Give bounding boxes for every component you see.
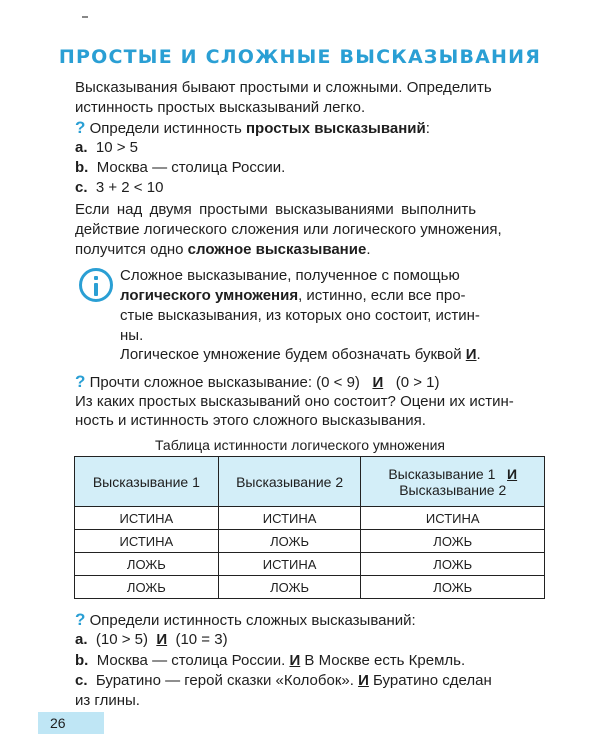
table-cell: ЛОЖЬ — [218, 576, 361, 599]
q1-item-a — [75, 138, 138, 158]
para2-line-2: действие логического сложения или логического умножения, — [75, 221, 502, 238]
question-mark-icon: ? — [75, 372, 86, 391]
item-b-right: В Москве есть Кремль. — [304, 652, 466, 669]
info-note-prefix: Логическое умножение будем обозначать буквой — [120, 346, 466, 363]
q3-item-c — [75, 671, 492, 691]
table-header-col3 — [361, 457, 545, 507]
page-title: ПРОСТЫЕ И СЛОЖНЫЕ ВЫСКАЗЫВАНИЯ — [58, 46, 542, 68]
question-2 — [75, 372, 440, 393]
table-cell: ИСТИНА — [75, 530, 219, 553]
table-cell: ИСТИНА — [218, 553, 361, 576]
item-label: b. — [75, 652, 89, 669]
page-number: 26 — [38, 712, 104, 734]
q1-item-c — [75, 178, 163, 198]
item-b-left: Москва — столица России. — [96, 652, 286, 669]
question-mark-icon: ? — [75, 610, 86, 629]
table-cell: ЛОЖЬ — [218, 530, 361, 553]
q3-item-b — [75, 651, 465, 671]
table-caption: Таблица истинности логического умножения — [155, 437, 445, 453]
truth-table — [74, 456, 545, 599]
info-note — [120, 345, 481, 365]
info-line-2-bold: логического умножения — [120, 287, 299, 304]
item-a-left: (10 > 5) — [95, 631, 148, 648]
question-mark-icon: ? — [75, 118, 86, 137]
item-label: c. — [75, 179, 88, 196]
table-header-col1: Высказывание 1 — [75, 457, 219, 507]
info-icon — [79, 268, 113, 302]
header-col3-bottom: Высказывание 2 — [399, 481, 507, 498]
info-line-1: Сложное высказывание, полученное с помощью — [120, 267, 460, 284]
para2-line-3-suffix: . — [366, 241, 371, 258]
question-1-prefix: Определи истинность — [89, 120, 246, 137]
table-header-col2: Высказывание 2 — [218, 457, 361, 507]
table-cell: ИСТИНА — [361, 507, 545, 530]
info-line-2-rest: , истинно, если все про- — [298, 287, 466, 304]
and-operator: И — [507, 465, 518, 482]
item-text: 3 + 2 < 10 — [95, 179, 164, 196]
question-1-bold: простых высказываний — [246, 120, 426, 137]
para2-line-3-prefix: получится одно — [75, 241, 188, 258]
info-note-suffix: . — [476, 346, 481, 363]
info-line-2 — [120, 286, 466, 306]
item-c-right: Буратино сделан — [373, 672, 492, 689]
info-line-3: стые высказывания, из которых оно состоит, истин- — [120, 307, 480, 324]
and-operator: И — [358, 672, 369, 689]
table-cell: ИСТИНА — [75, 507, 219, 530]
question-2-line-3: ность и истинность этого сложного высказывания. — [75, 412, 426, 429]
top-mark — [82, 16, 88, 18]
q3-item-a — [75, 630, 228, 650]
table-row — [75, 553, 545, 576]
item-label: c. — [75, 672, 88, 689]
table-cell: ЛОЖЬ — [361, 530, 545, 553]
table-cell: ЛОЖЬ — [361, 553, 545, 576]
question-2-prefix: Прочти сложное высказывание: (0 < 9) — [89, 374, 360, 391]
question-2-suffix: (0 > 1) — [395, 374, 440, 391]
item-label: b. — [75, 159, 89, 176]
question-1 — [75, 118, 430, 139]
intro-line-2: истинность простых высказываний легко. — [75, 99, 366, 116]
and-operator: И — [289, 652, 301, 669]
para2-line-3 — [75, 240, 370, 260]
q3-item-c-line-2: из глины. — [75, 692, 140, 709]
question-3-intro: Определи истинность сложных высказываний: — [89, 612, 416, 629]
table-row — [75, 576, 545, 599]
info-line-4: ны. — [120, 327, 144, 344]
item-label: a. — [75, 631, 88, 648]
item-label: a. — [75, 139, 88, 156]
and-operator: И — [372, 374, 384, 391]
item-c-left: Буратино — герой сказки «Колобок». — [95, 672, 354, 689]
table-cell: ЛОЖЬ — [75, 576, 219, 599]
question-3 — [75, 610, 416, 631]
table-row — [75, 507, 545, 530]
item-text: 10 > 5 — [95, 139, 138, 156]
item-a-right: (10 = 3) — [175, 631, 228, 648]
header-col3-top: Высказывание 1 — [388, 465, 496, 482]
table-cell: ИСТИНА — [218, 507, 361, 530]
table-cell: ЛОЖЬ — [75, 553, 219, 576]
intro-line-1: Высказывания бывают простыми и сложными. Определить — [75, 79, 492, 96]
table-cell: ЛОЖЬ — [361, 576, 545, 599]
q1-item-b — [75, 158, 285, 178]
question-1-suffix: : — [425, 120, 430, 137]
table-row — [75, 530, 545, 553]
question-2-line-2: Из каких простых высказываний оно состоит? Оцени их истин- — [75, 393, 514, 410]
para2-line-1: Если над двумя простыми высказываниями выполнить — [75, 201, 477, 218]
info-note-letter: И — [465, 346, 477, 363]
para2-line-3-bold: сложное высказывание — [187, 241, 367, 258]
item-text: Москва — столица России. — [96, 159, 286, 176]
and-operator: И — [156, 631, 168, 648]
